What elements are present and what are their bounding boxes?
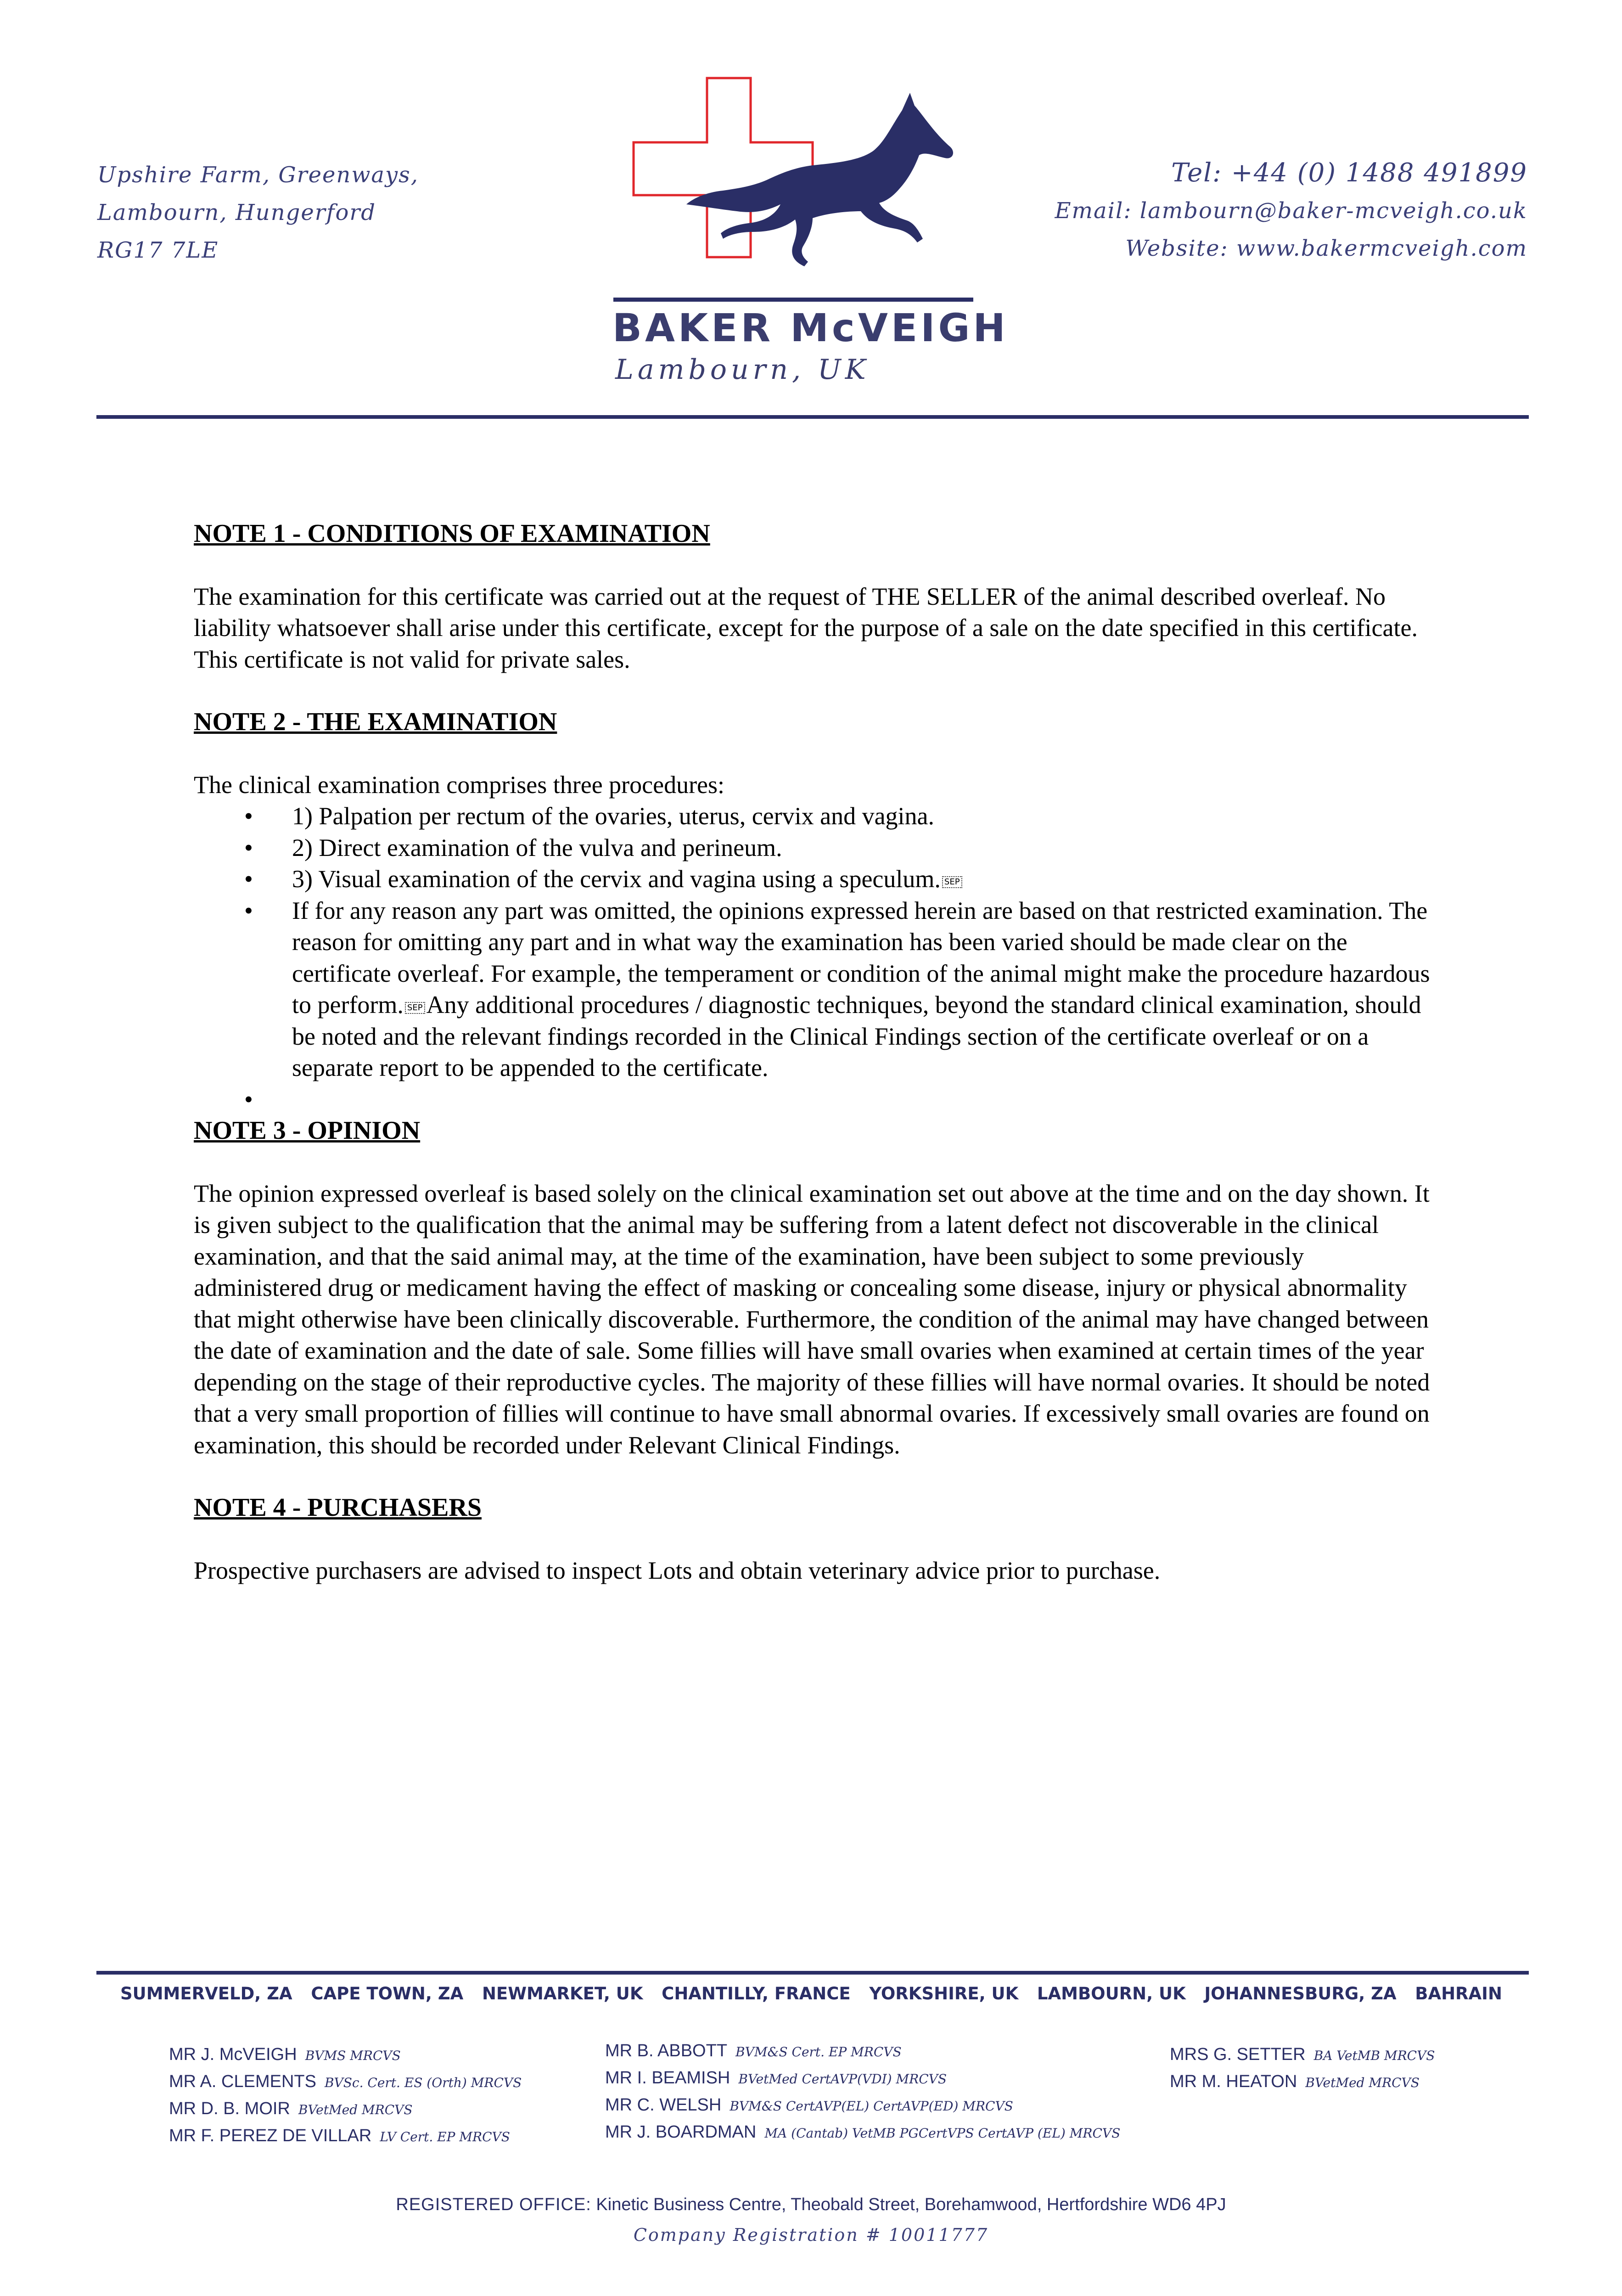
vet-list-col1 [169, 2042, 522, 2150]
galloping-horse-icon [686, 93, 953, 266]
vet-name: MR I. BEAMISH [605, 2068, 730, 2088]
vet-name: MR J. McVEIGH [169, 2045, 297, 2064]
vet-name: MR F. PEREZ DE VILLAR [169, 2126, 372, 2145]
vet-entry [1170, 2042, 1435, 2069]
office-location: SUMMERVELD, ZA [120, 1984, 292, 2003]
vet-name: MR D. B. MOIR [169, 2099, 290, 2118]
vet-name: MRS G. SETTER [1170, 2045, 1306, 2064]
vet-quals: BVetMed CertAVP(VDI) MRCVS [738, 2071, 947, 2087]
vet-name: MR A. CLEMENTS [169, 2072, 316, 2091]
vet-quals: LV Cert. EP MRCVS [380, 2129, 510, 2144]
vet-entry [605, 2038, 1120, 2065]
address-line: RG17 7LE [97, 237, 219, 263]
note2-intro: The clinical examination comprises three procedures: [194, 771, 725, 799]
vet-quals: BVetMed MRCVS [1305, 2075, 1420, 2090]
vet-name: MR C. WELSH [605, 2095, 722, 2115]
list-item-text: 2) Direct examination of the vulva and perineum. [292, 833, 782, 861]
vet-entry [169, 2096, 522, 2123]
list-item [194, 832, 1433, 864]
company-logo [629, 73, 978, 303]
footer-divider [96, 1971, 1529, 1975]
list-item [194, 895, 1433, 1084]
certificate-notes [194, 518, 1433, 1617]
bullet: • [244, 833, 253, 861]
note3-title: NOTE 3 - OPINION [194, 1116, 421, 1145]
office-location: CHANTILLY, FRANCE [662, 1984, 851, 2003]
registered-office [0, 2195, 1622, 2215]
office-location: JOHANNESBURG, ZA [1204, 1984, 1397, 2003]
vet-quals: BA VetMB MRCVS [1313, 2048, 1435, 2063]
note3-body: The opinion expressed overleaf is based solely on the clinical examination set out above at the time and on the day shown. It is given subject to the qualification that the animal may be suffering from a latent defect not discoverable in the clinical examination, and that the said animal may, at the time of the examination, have been subject to some previously administered drug or medicament having the effect of masking or concealing some disease, injury or physical abnormality that might otherwise have been clinically discoverable. Furthermore, the condition of the animal may have changed between the date of examination and the date of sale. Some fillies will have small ovaries when examined at certain times of the year depending on the stage of their reproductive cycles. The majority of these fillies will have normal ovaries. It should be noted that a very small proportion of fillies will continue to have small abnormal ovaries. If excessively small ovaries are found on examination, this should be recorded under Relevant Clinical Findings. [194, 1179, 1430, 1459]
header-divider [96, 415, 1529, 419]
office-location: CAPE TOWN, ZA [311, 1984, 464, 2003]
note2-title: NOTE 2 - THE EXAMINATION [194, 708, 557, 736]
list-item-text: If for any reason any part was omitted, the opinions expressed herein are based on that restricted examination. The reason for omitting any part and in what way the examination has been varied should be made clear on the certificate overleaf. For example, the temperament or condition of the animal might make the procedure hazardous to perform. [292, 896, 1430, 1019]
vet-quals: BVetMed MRCVS [298, 2102, 413, 2117]
vet-quals: BVM&S CertAVP(EL) CertAVP(ED) MRCVS [730, 2099, 1013, 2114]
procedure-list [194, 800, 1433, 1115]
list-item-text: 1) Palpation per rectum of the ovaries, uterus, cervix and vagina. [292, 802, 935, 830]
office-location: LAMBOURN, UK [1037, 1984, 1186, 2003]
vet-entry [169, 2042, 522, 2069]
list-item [194, 1084, 1433, 1115]
address-line: Lambourn, Hungerford [97, 200, 376, 225]
vet-name: MR B. ABBOTT [605, 2041, 728, 2060]
bullet: • [244, 1085, 253, 1113]
contact-website[interactable]: Website: www.bakermcveigh.com [1125, 236, 1527, 261]
bullet: • [244, 865, 253, 893]
company-location: Lambourn, UK [615, 354, 870, 386]
registered-office-address: Kinetic Business Centre, Theobald Street, Borehamwood, Hertfordshire WD6 4PJ [596, 2195, 1226, 2214]
bullet: • [244, 896, 253, 924]
vet-list-col3 [1170, 2042, 1435, 2096]
company-registration: Company Registration # 10011777 [633, 2225, 989, 2245]
vet-entry [605, 2119, 1120, 2146]
vet-entry [169, 2123, 522, 2150]
registered-office-label: REGISTERED OFFICE: [396, 2195, 591, 2214]
separator-glyph: SEP [942, 876, 962, 888]
list-item [194, 863, 1433, 895]
letterhead-address [97, 156, 419, 269]
note4-body: Prospective purchasers are advised to inspect Lots and obtain veterinary advice prior to purchase. [194, 1556, 1161, 1584]
office-locations [120, 1984, 1502, 2003]
vet-entry [605, 2065, 1120, 2092]
vet-quals: BVM&S Cert. EP MRCVS [735, 2044, 902, 2060]
note1-title: NOTE 1 - CONDITIONS OF EXAMINATION [194, 519, 710, 548]
note4-title: NOTE 4 - PURCHASERS [194, 1493, 482, 1522]
list-item-text: 3) Visual examination of the cervix and vagina using a speculum. [292, 865, 941, 893]
vet-quals: BVSc. Cert. ES (Orth) MRCVS [324, 2075, 522, 2090]
red-cross-icon [634, 78, 813, 257]
vet-entry [605, 2092, 1120, 2119]
company-name: BAKER McVEIGH [612, 305, 1009, 350]
list-item [194, 800, 1433, 832]
bullet: • [244, 802, 253, 830]
office-location: BAHRAIN [1415, 1984, 1502, 2003]
logo-underline [613, 298, 973, 302]
letterhead-contact [1055, 154, 1527, 267]
vet-entry [1170, 2069, 1435, 2096]
list-item-text: Any additional procedures / diagnostic techniques, beyond the standard clinical examination, should be noted and the relevant findings recorded in the Clinical Findings section of the certificate overleaf or on a separate report to be appended to the certificate. [292, 991, 1421, 1081]
office-location: YORKSHIRE, UK [869, 1984, 1019, 2003]
address-line: Upshire Farm, Greenways, [97, 162, 419, 188]
vet-list-col2 [605, 2038, 1120, 2146]
contact-email[interactable]: Email: lambourn@baker-mcveigh.co.uk [1055, 198, 1527, 224]
vet-quals: BVMS MRCVS [305, 2048, 401, 2063]
contact-tel: Tel: +44 (0) 1488 491899 [1171, 158, 1527, 188]
vet-entry [169, 2069, 522, 2096]
office-location: NEWMARKET, UK [482, 1984, 643, 2003]
vet-name: MR M. HEATON [1170, 2072, 1297, 2091]
separator-glyph: SEP [405, 1002, 425, 1014]
vet-name: MR J. BOARDMAN [605, 2122, 757, 2142]
note1-body: The examination for this certificate was carried out at the request of THE SELLER of the animal described overleaf. No liability whatsoever shall arise under this certificate, except for the purpose of a sale on the date specified in this certificate. This certificate is not valid for private sales. [194, 582, 1418, 673]
vet-quals: MA (Cantab) VetMB PGCertVPS CertAVP (EL) MRCVS [764, 2126, 1121, 2141]
